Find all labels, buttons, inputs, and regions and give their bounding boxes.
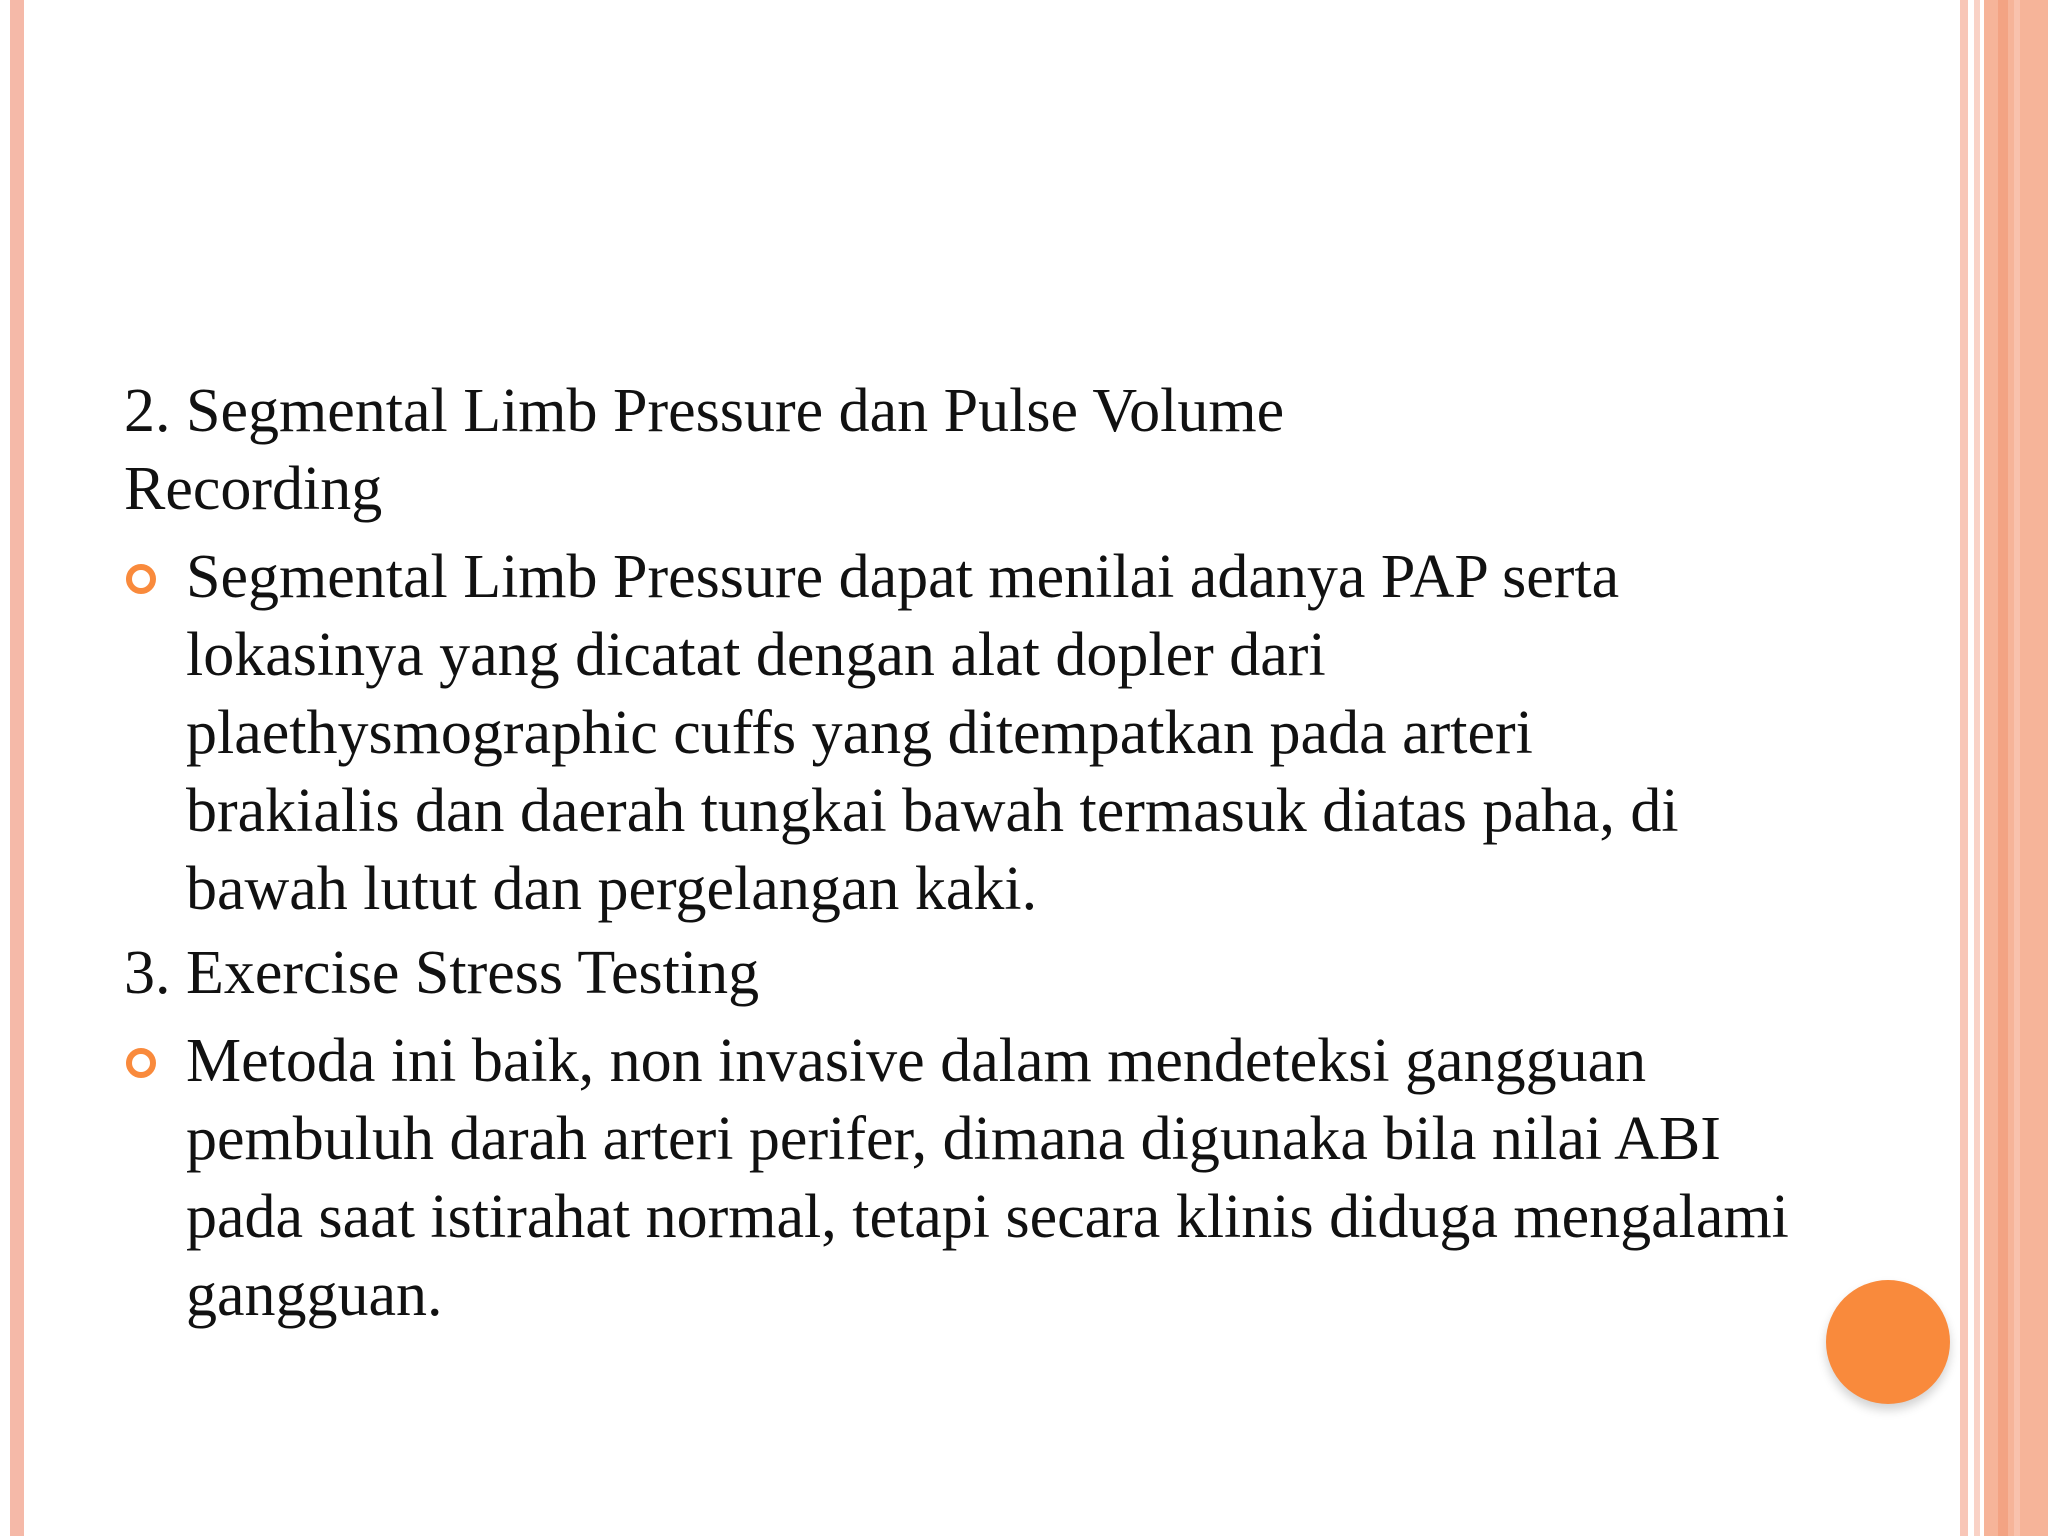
right-decorative-stripe xyxy=(1960,0,1968,1536)
bullet-item xyxy=(124,538,1836,928)
hollow-circle-icon xyxy=(126,1048,156,1078)
hollow-circle-icon xyxy=(126,564,156,594)
section-3-heading: 3. Exercise Stress Testing xyxy=(124,939,760,1007)
section-2-heading: 2. Segmental Limb Pressure dan Pulse Volume Recording xyxy=(124,377,1285,523)
left-decorative-stripe xyxy=(10,0,24,1536)
right-decorative-stripe xyxy=(1998,0,2008,1536)
slide-body xyxy=(124,372,1824,1334)
bullet-text: Metoda ini baik, non invasive dalam mendeteksi gangguan pembuluh darah arteri perifer, dimana digunaka bila nilai ABI pada saat istirahat normal, tetapi secara klinis diduga mengalami gangguan. xyxy=(186,1027,1789,1329)
bullet-text: Segmental Limb Pressure dapat menilai adanya PAP serta lokasinya yang dicatat dengan alat dopler dari plaethysmographic cuffs yang ditempatkan pada arteri brakialis dan daerah tungkai bawah termasuk diatas paha, di bawah lutut dan pergelangan kaki. xyxy=(186,543,1679,923)
accent-circle-icon xyxy=(1826,1280,1950,1404)
right-decorative-stripe xyxy=(1974,0,1980,1536)
bullet-item xyxy=(124,1022,1836,1334)
right-decorative-stripe xyxy=(2014,0,2020,1536)
